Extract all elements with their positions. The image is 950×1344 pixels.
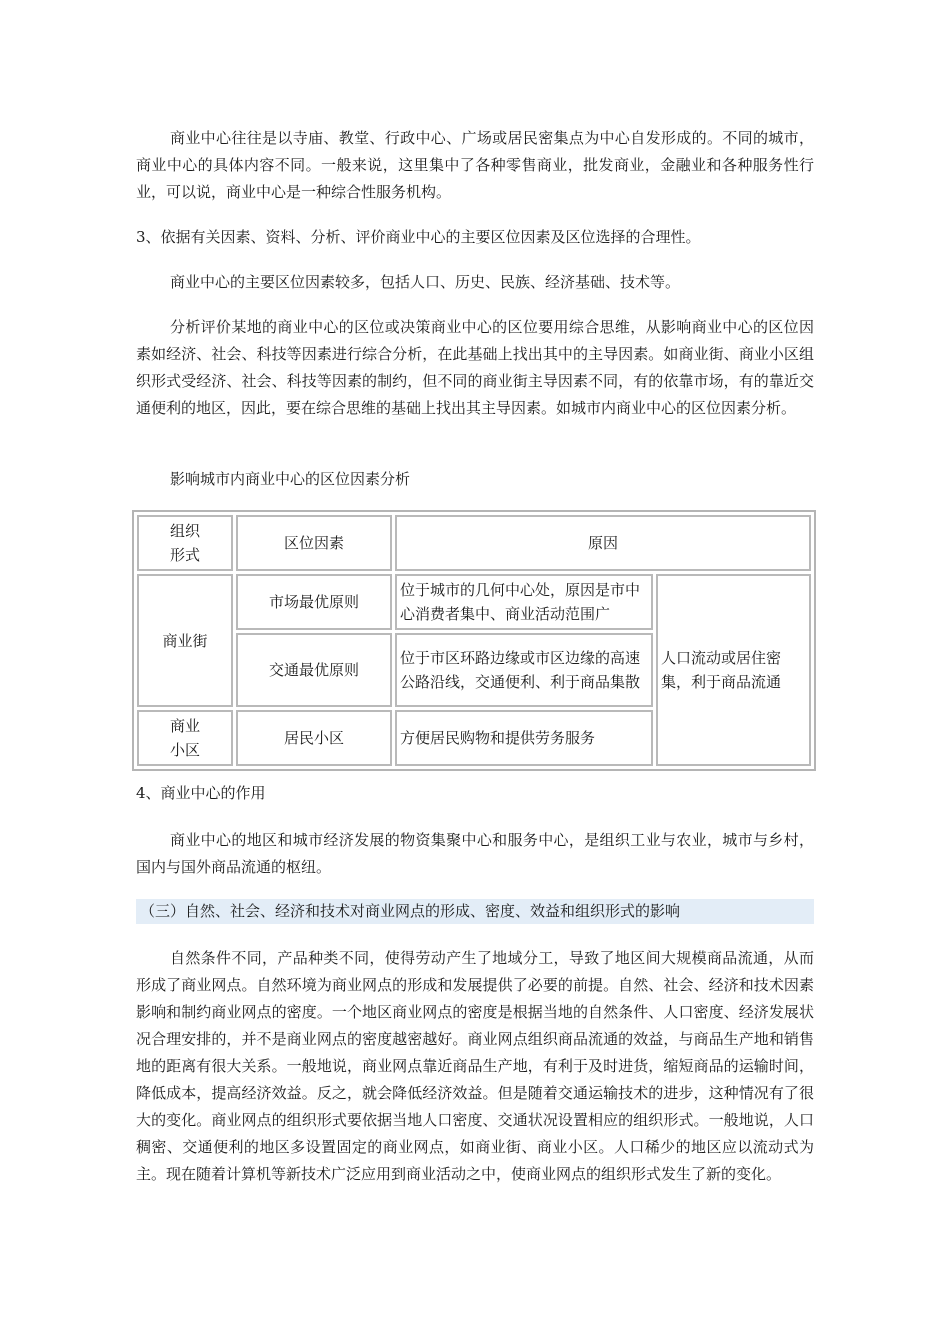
table-caption: 影响城市内商业中心的区位因素分析	[170, 470, 411, 488]
paragraph-center-role: 商业中心的地区和城市经济发展的物资集聚中心和服务中心，是组织工业与农业，城市与乡村，国内与国外商品流通的枢纽。	[136, 831, 814, 876]
reason-market-cell: 位于城市的几何中心处，原因是市中心消费者集中、商业活动范围广	[395, 574, 653, 630]
section-3-banner: （三）自然、社会、经济和技术对商业网点的形成、密度、效益和组织形式的影响	[136, 899, 814, 924]
paragraph-location-factors: 商业中心的主要区位因素较多，包括人口、历史、民族、经济基础、技术等。	[170, 273, 681, 291]
commercial-street-cell: 商业街	[137, 574, 233, 707]
header-org-line2: 形式	[169, 546, 200, 564]
commercial-district-cell	[137, 710, 233, 766]
paragraph-network-factors: 自然条件不同，产品种类不同，使得劳动产生了地域分工，导致了地区间大规模商品流通，从而形成了商业网点。自然环境为商业网点的形成和发展提供了必要的前提。自然、社会、经济和技术因素影响和制约商业网点的密度。一个地区商业网点的密度是根据当地的自然条件、人口密度、经济发展状况合理安排的，并不是商业网点的密度越密越好。商业网点组织商品流通的效益，与商品生产地和销售地的距离有很大关系。一般地说，商业网点靠近商品生产地，有利于及时进货，缩短商品的运输时间，降低成本，提高经济效益。反之，就会降低经济效益。但是随着交通运输技术的进步，这种情况有了很大的变化。商业网点的组织形式要依据当地人口密度、交通状况设置相应的组织形式。一般地说，人口稠密、交通便利的地区多设置固定的商业网点，如商业街、商业小区。人口稀少的地区应以流动式为主。现在随着计算机等新技术广泛应用到商业活动之中，使商业网点的组织形式发生了新的变化。	[136, 949, 814, 1183]
location-factor-table	[132, 510, 816, 771]
factor-market-cell: 市场最优原则	[236, 574, 392, 630]
header-org-line1: 组织	[169, 522, 200, 540]
shared-reason-cell: 人口流动或居住密集，利于商品流通	[656, 574, 811, 766]
paragraph-commercial-center-origin: 商业中心往往是以寺庙、教堂、行政中心、广场或居民密集点为中心自发形成的。不同的城市，商业中心的具体内容不同。一般来说，这里集中了各种零售商业，批发商业，金融业和各种服务性行业，可以说，商业中心是一种综合性服务机构。	[136, 129, 814, 201]
heading-section-4: 4、商业中心的作用	[136, 784, 266, 802]
header-reason: 原因	[395, 515, 811, 571]
reason-transport-cell: 位于市区环路边缘或市区边缘的高速公路沿线，交通便利、利于商品集散	[395, 633, 653, 707]
paragraph-analysis: 分析评价某地的商业中心的区位或决策商业中心的区位要用综合思维，从影响商业中心的区位因素如经济、社会、科技等因素进行综合分析，在此基础上找出其中的主导因素。如商业街、商业小区组织形式受经济、社会、科技等因素的制约，但不同的商业街主导因素不同，有的依靠市场，有的靠近交通便利的地区，因此，要在综合思维的基础上找出其主导因素。如城市内商业中心的区位因素分析。	[136, 318, 814, 417]
table-header-row	[137, 515, 811, 571]
factor-transport-cell: 交通最优原则	[236, 633, 392, 707]
reason-residential-cell: 方便居民购物和提供劳务服务	[395, 710, 653, 766]
table-row	[137, 574, 811, 630]
district-label-line1: 商业	[169, 717, 200, 735]
header-org-form	[137, 515, 233, 571]
district-label-line2: 小区	[169, 741, 200, 759]
factor-residential-cell: 居民小区	[236, 710, 392, 766]
header-factor: 区位因素	[236, 515, 392, 571]
heading-section-3: 3、依据有关因素、资料、分析、评价商业中心的主要区位因素及区位选择的合理性。	[136, 228, 701, 246]
